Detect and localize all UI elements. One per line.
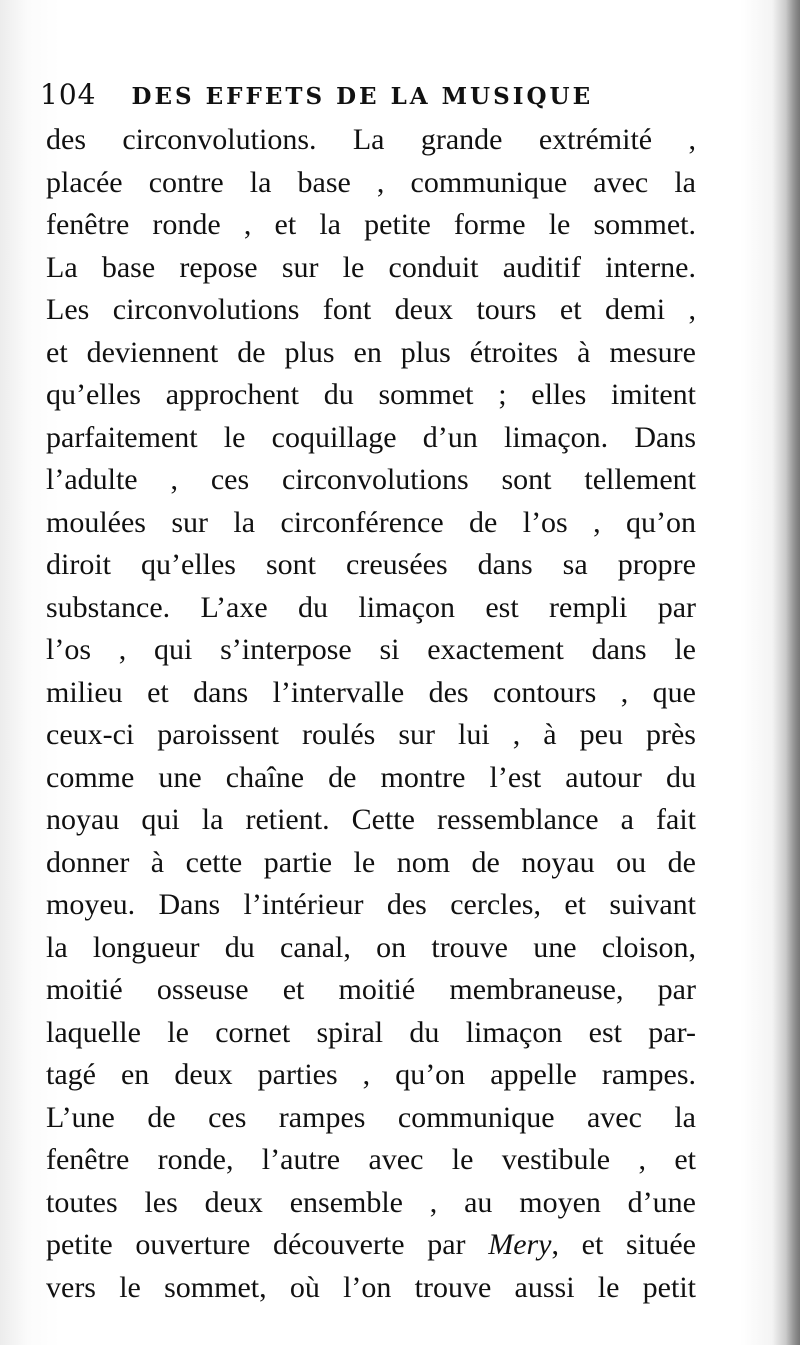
text-line: moitié osseuse et moitié membraneuse, par (46, 973, 696, 1006)
text-line: parfaitement le coquillage d’un limaçon. Dans (46, 420, 696, 454)
text-line: moyeu. Dans l’intérieur des cercles, et suivant (46, 888, 696, 921)
body-text (46, 119, 696, 1309)
text-line: des circonvolutions. La grande extrémité , (46, 123, 696, 156)
text-line: vers le sommet, où l’on trouve aussi le petit (46, 1270, 696, 1304)
text-line: Les circonvolutions font deux tours et demi , (46, 293, 696, 326)
text-fragment: petite ouverture découverte par (46, 1228, 489, 1261)
text-fragment: , et située (551, 1228, 696, 1261)
text-line: moulées sur la circonférence de l’os , qu’on (46, 505, 696, 539)
text-line: et deviennent de plus en plus étroites à mesure (46, 335, 696, 369)
text-line: ceux-ci paroissent roulés sur lui , à peu près (46, 718, 696, 751)
text-line: tagé en deux parties , qu’on appelle rampes. (46, 1058, 696, 1091)
page-edge-shadow (786, 0, 800, 1345)
text-line: milieu et dans l’intervalle des contours , que (46, 675, 696, 709)
text-line: l’adulte , ces circonvolutions sont tellement (46, 463, 696, 496)
text-line: fenêtre ronde, l’autre avec le vestibule , et (46, 1143, 696, 1176)
text-line: noyau qui la retient. Cette ressemblance a fait (46, 803, 696, 836)
text-line: l’os , qui s’interpose si exactement dans le (46, 633, 696, 666)
text-line: L’une de ces rampes communique avec la (46, 1100, 696, 1134)
text-line: comme une chaîne de montre l’est autour du (46, 760, 696, 794)
text-line (46, 1224, 696, 1267)
page-header (40, 78, 740, 118)
text-line: placée contre la base , communique avec la (46, 165, 696, 199)
page-number: 104 (40, 78, 97, 111)
text-line: donner à cette partie le nom de noyau ou de (46, 845, 696, 879)
text-line: toutes les deux ensemble , au moyen d’une (46, 1185, 696, 1219)
text-line: qu’elles approchent du sommet ; elles imitent (46, 378, 696, 411)
running-head: DES EFFETS DE LA MUSIQUE (131, 83, 594, 110)
text-line: diroit qu’elles sont creusées dans sa propre (46, 548, 696, 581)
text-line: substance. L’axe du limaçon est rempli par (46, 590, 696, 624)
text-line: La base repose sur le conduit auditif interne. (46, 250, 696, 284)
italic-name: Mery (488, 1228, 552, 1261)
text-line: fenêtre ronde , et la petite forme le sommet. (46, 208, 696, 241)
text-line: la longueur du canal, on trouve une cloison, (46, 930, 696, 964)
text-line: laquelle le cornet spiral du limaçon est par- (46, 1015, 696, 1049)
